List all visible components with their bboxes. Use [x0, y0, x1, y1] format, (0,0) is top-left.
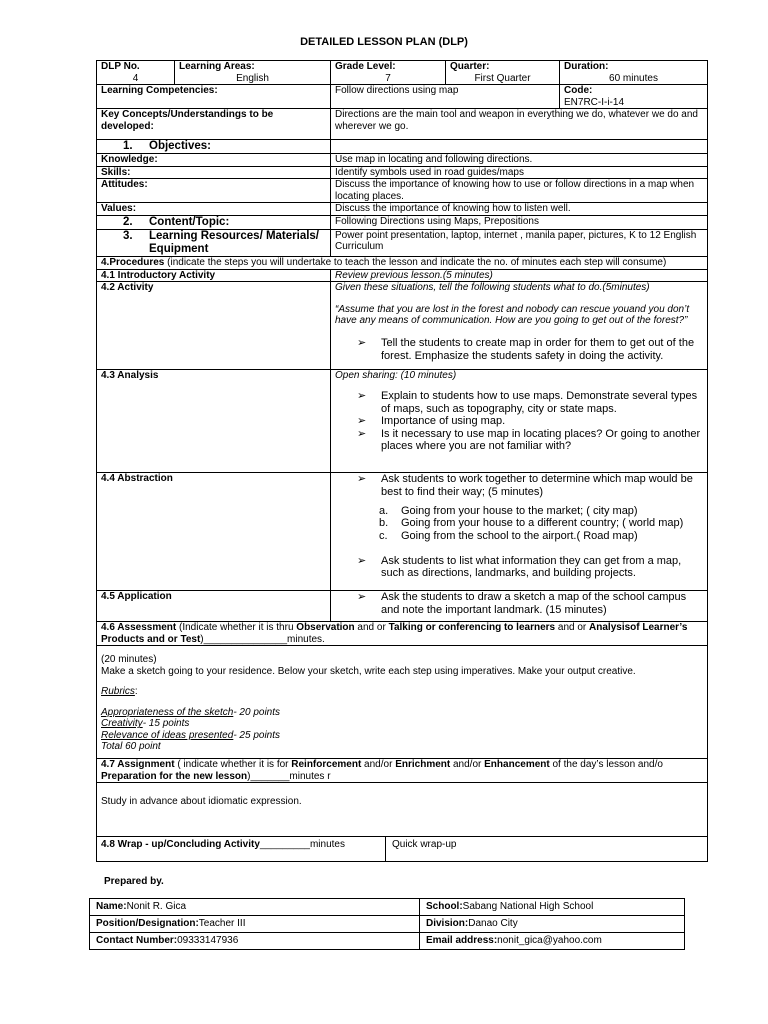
abstraction-row: [97, 473, 708, 591]
code-cell: [560, 85, 708, 109]
rubric-points: - 15 points: [142, 718, 190, 730]
activity-bullet: [335, 337, 703, 362]
objectives-label: Objectives:: [149, 140, 211, 152]
intro-label: 4.1 Introductory Activity: [97, 269, 331, 282]
wrapup-cell: [97, 837, 708, 862]
rubric-criterion: Creativity: [101, 718, 143, 730]
assignment-text: ( indicate whether it is for: [174, 759, 292, 771]
contact-label: Contact Number:: [96, 935, 178, 947]
attitudes-row: [97, 179, 708, 203]
email-label: Email address:: [426, 935, 498, 947]
content-row: [97, 215, 708, 229]
item-letter: c.: [379, 529, 388, 542]
content-heading: [97, 215, 331, 229]
competencies-label: Learning Competencies:: [97, 85, 331, 109]
values-row: [97, 203, 708, 216]
application-cell: [331, 591, 708, 622]
preparer-info-table: [89, 898, 685, 950]
item-text: Going from the school to the airport.( Road map): [401, 529, 638, 542]
email-value: nonit_gica@yahoo.com: [497, 935, 602, 947]
wrapup-value: Quick wrap-up: [392, 839, 457, 851]
name-label: Name:: [96, 901, 127, 913]
division-cell: [420, 916, 685, 933]
email-cell: [420, 933, 685, 950]
contact-cell: [90, 933, 420, 950]
skills-row: [97, 166, 708, 179]
dlp-cell: [97, 61, 175, 85]
arrow-bullet-icon: ➢: [357, 554, 367, 567]
content-value: Following Directions using Maps, Prepositions: [331, 215, 708, 229]
objectives-number: 1.: [123, 140, 133, 152]
footer-row: [90, 916, 685, 933]
analysis-bullet-text: Explain to students how to use maps. Demonstrate several types of maps, such as topography, city or state maps.: [381, 389, 698, 415]
skills-label: Skills:: [97, 166, 331, 179]
assessment-content-row: [97, 646, 708, 759]
assessment-minutes: (20 minutes): [101, 654, 157, 666]
application-bullet: [335, 591, 703, 616]
activity-quote: “Assume that you are lost in the forest and nobody can rescue youand you don’t have any means of communication. How are you going to get out of the forest?”: [335, 303, 690, 327]
assessment-text: and or: [555, 622, 590, 634]
assignment-text: and/or: [450, 759, 485, 771]
wrapup-blank: _________minutes: [259, 839, 345, 851]
wrapup-inner: [97, 837, 707, 861]
grade-label: Grade Level:: [335, 61, 396, 72]
assignment-text: of the day’s lesson and/o: [549, 759, 663, 771]
competencies-value: Follow directions using map: [331, 85, 560, 109]
arrow-bullet-icon: ➢: [357, 591, 367, 604]
footer-row: [90, 933, 685, 950]
resources-row: [97, 229, 708, 256]
areas-cell: [175, 61, 331, 85]
key-concepts-row: [97, 109, 708, 140]
abstraction-bullet-text: Ask students to work together to determine which map would be best to find their way; (5 minutes): [381, 473, 693, 499]
procedures-note: (indicate the steps you will undertake to teach the lesson and indicate the no. of minutes each step will consume): [164, 257, 667, 269]
areas-value: English: [236, 72, 269, 84]
arrow-bullet-icon: ➢: [357, 389, 367, 402]
arrow-bullet-icon: ➢: [357, 427, 367, 440]
rubric-item: [101, 707, 703, 719]
abstraction-cell: [331, 473, 708, 591]
arrow-bullet-icon: ➢: [357, 336, 367, 349]
analysis-bullet-text: Is it necessary to use map in locating places? Or going to another places where you are not familiar with?: [381, 427, 701, 453]
abstraction-bullet: [335, 473, 703, 498]
analysis-bullet-text: Importance of using map.: [381, 415, 506, 428]
quarter-value: First Quarter: [474, 72, 531, 84]
analysis-bullet: [335, 428, 703, 453]
values-value: Discuss the importance of knowing how to listen well.: [331, 203, 708, 216]
rubrics-colon: :: [134, 686, 138, 698]
rubric-item: [101, 730, 703, 742]
name-cell: [90, 899, 420, 916]
attitudes-label: Attitudes:: [97, 179, 331, 203]
rubrics-heading: [101, 686, 703, 698]
assignment-text: Enhancement: [484, 759, 550, 771]
assessment-text: Talking or conferencing to learners: [388, 622, 556, 634]
rubric-points: - 25 points: [233, 729, 281, 741]
resources-heading: [97, 229, 331, 256]
procedures-row: [97, 257, 708, 270]
assessment-text: Analysisof Learner’s Products and or Test: [101, 622, 688, 645]
item-text: Going from your house to a different country; ( world map): [401, 517, 684, 530]
skills-value: Identify symbols used in road guides/maps: [331, 166, 708, 179]
activity-row: [97, 282, 708, 370]
assessment-text: Observation: [296, 622, 355, 634]
objectives-heading: [97, 140, 331, 154]
division-value: Danao City: [468, 918, 518, 930]
activity-cell: [331, 282, 708, 370]
abstraction-bullet-text: Ask students to list what information they can get from a map, such as directions, landmarks, and building projects.: [381, 554, 682, 580]
grade-value: 7: [385, 72, 391, 84]
rubric-criterion: Appropriateness of the sketch: [101, 706, 234, 718]
school-value: Sabang National High School: [462, 901, 594, 913]
values-label: Values:: [97, 203, 331, 216]
dlp-value: 4: [132, 72, 139, 84]
duration-label: Duration:: [564, 61, 609, 72]
objectives-heading-row: [97, 140, 708, 154]
school-label: School:: [426, 901, 463, 913]
intro-row: [97, 269, 708, 282]
procedures-cell: [97, 257, 708, 270]
activity-instruction: Given these situations, tell the following students what to do.(5minutes): [335, 282, 650, 294]
school-cell: [420, 899, 685, 916]
name-value: Nonit R. Gica: [126, 901, 187, 913]
application-row: [97, 591, 708, 622]
assignment-label: 4.7 Assignment: [101, 759, 175, 771]
assignment-text: Enrichment: [395, 759, 451, 771]
position-value: Teacher III: [198, 918, 246, 930]
header-row: [97, 61, 708, 85]
assignment-content-row: [97, 783, 708, 837]
assignment-heading: [97, 759, 708, 783]
content-label: Content/Topic:: [149, 215, 230, 228]
activity-label: 4.2 Activity: [97, 282, 331, 370]
analysis-row: [97, 370, 708, 473]
resources-value: Power point presentation, laptop, internet , manila paper, pictures, K to 12 English Curriculum: [331, 229, 708, 256]
analysis-label: 4.3 Analysis: [97, 370, 331, 473]
position-label: Position/Designation:: [96, 918, 199, 930]
wrapup-label: 4.8 Wrap - up/Concluding Activity: [101, 839, 260, 851]
assessment-heading: [97, 622, 708, 646]
key-concepts-value: Directions are the main tool and weapon in everything we do, whatever we do and wherever we go.: [331, 109, 708, 140]
abstraction-label: 4.4 Abstraction: [97, 473, 331, 591]
code-value: EN7RC-I-i-14: [564, 96, 625, 108]
assignment-content: Study in advance about idiomatic expression.: [97, 783, 708, 837]
division-label: Division:: [426, 918, 469, 930]
wrapup-row: [97, 837, 708, 862]
abstraction-bullet: [335, 555, 703, 580]
abstraction-item: [335, 530, 703, 543]
assessment-text: )_______________minutes.: [200, 633, 325, 645]
knowledge-label: Knowledge:: [97, 154, 331, 167]
analysis-intro: Open sharing: (10 minutes): [335, 370, 457, 382]
contact-value: 09333147936: [177, 935, 239, 947]
position-cell: [90, 916, 420, 933]
rubric-item: [101, 718, 703, 730]
analysis-bullet: [335, 415, 703, 428]
procedures-label: 4.Procedures: [101, 257, 165, 269]
code-label: Code:: [564, 85, 593, 96]
activity-bullet-text: Tell the students to create map in order for them to get out of the forest. Emphasize the students safety in doing the activity.: [381, 336, 695, 362]
lesson-plan-table: [96, 60, 708, 862]
item-letter: b.: [379, 517, 389, 530]
attitudes-value: Discuss the importance of knowing how to use or follow directions in a map when locating places.: [331, 179, 708, 203]
assessment-heading-row: [97, 622, 708, 646]
areas-label: Learning Areas:: [179, 61, 255, 72]
assessment-text: (Indicate whether it is thru: [176, 622, 297, 634]
quarter-label: Quarter:: [450, 61, 490, 72]
abstraction-item: [335, 517, 703, 530]
application-label: 4.5 Application: [97, 591, 331, 622]
competencies-row: [97, 85, 708, 109]
duration-cell: [560, 61, 708, 85]
assessment-label: 4.6 Assessment: [101, 622, 177, 634]
analysis-bullet: [335, 390, 703, 415]
assignment-text: and/or: [361, 759, 396, 771]
item-text: Going from your house to the market; ( city map): [401, 504, 638, 517]
intro-value: Review previous lesson.(5 minutes): [331, 269, 708, 282]
resources-label: Learning Resources/ Materials/ Equipment: [149, 229, 320, 256]
knowledge-row: [97, 154, 708, 167]
prepared-by: Prepared by.: [104, 876, 164, 887]
dlp-label: DLP No.: [101, 61, 140, 72]
duration-value: 60 minutes: [609, 72, 658, 84]
analysis-cell: [331, 370, 708, 473]
page-title: DETAILED LESSON PLAN (DLP): [300, 36, 468, 48]
assignment-text: )_______minutes r: [247, 770, 331, 782]
assessment-content: [97, 646, 708, 759]
rubrics-label: Rubrics: [101, 686, 135, 698]
rubric-criterion: Relevance of ideas presented: [101, 729, 234, 741]
grade-cell: [331, 61, 446, 85]
assessment-instruction: Make a sketch going to your residence. Below your sketch, write each step using imperatives. Make your output creative.: [101, 665, 636, 677]
assignment-heading-row: [97, 759, 708, 783]
content-number: 2.: [123, 215, 133, 228]
knowledge-value: Use map in locating and following directions.: [331, 154, 708, 167]
assessment-text: and or: [354, 622, 389, 634]
arrow-bullet-icon: ➢: [357, 415, 367, 428]
application-bullet-text: Ask the students to draw a sketch a map of the school campus and note the important landmark. (15 minutes): [381, 591, 687, 617]
abstraction-item: [335, 505, 703, 518]
wrapup-label-cell: [97, 837, 386, 861]
resources-number: 3.: [123, 229, 133, 242]
footer-row: [90, 899, 685, 916]
assignment-text: Preparation for the new lesson: [101, 770, 248, 782]
rubric-total: Total 60 point: [101, 741, 161, 753]
objectives-blank: [331, 140, 708, 154]
quarter-cell: [446, 61, 560, 85]
rubric-points: - 20 points: [233, 706, 281, 718]
item-letter: a.: [379, 504, 389, 517]
key-concepts-label: Key Concepts/Understandings to be developed:: [97, 109, 331, 140]
assignment-text: Reinforcement: [291, 759, 362, 771]
arrow-bullet-icon: ➢: [357, 473, 367, 486]
